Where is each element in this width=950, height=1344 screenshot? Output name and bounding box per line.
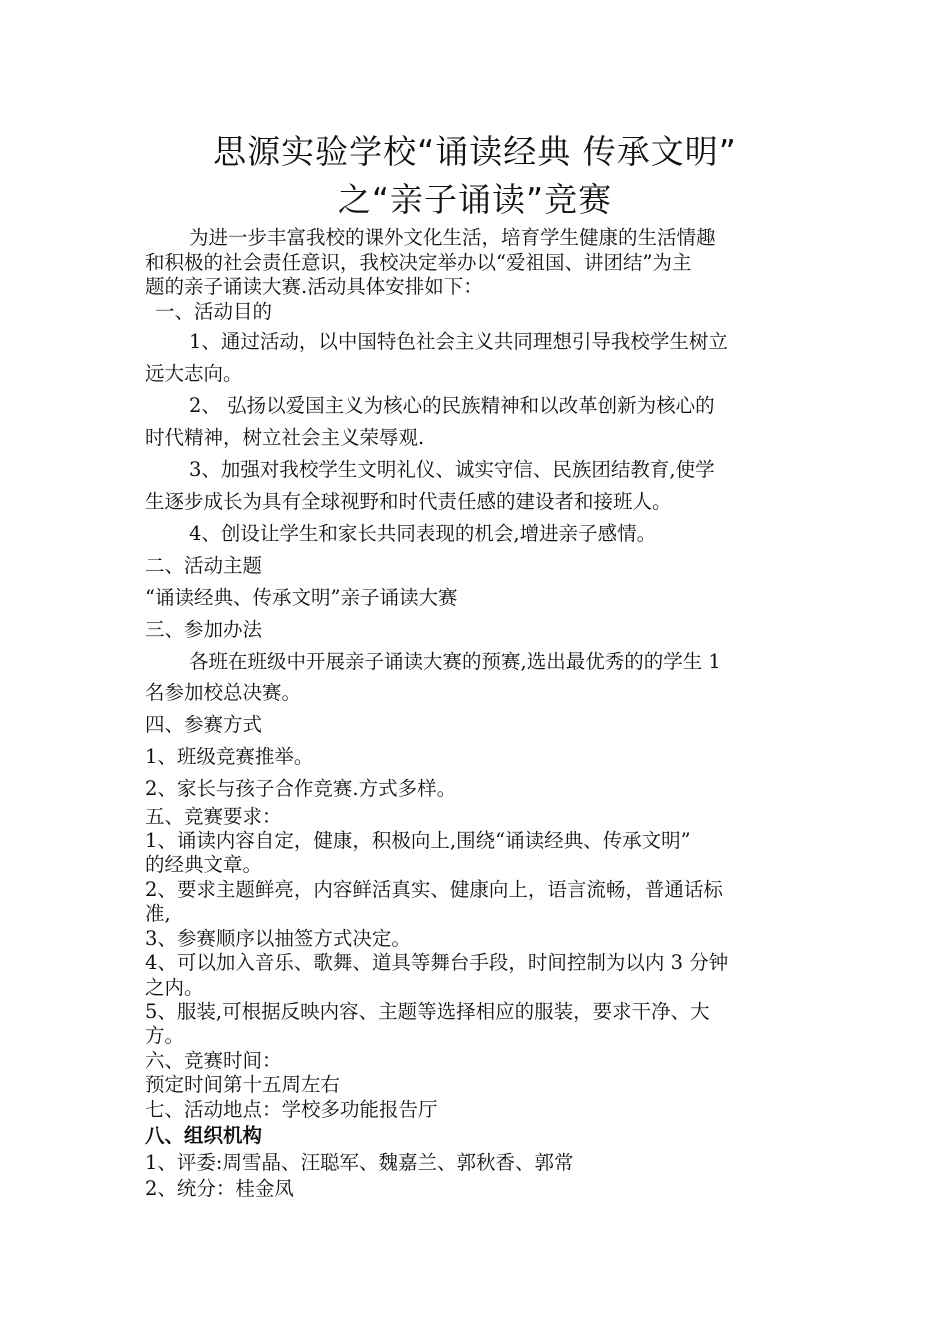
requirement-line: 准, <box>145 902 171 925</box>
requirement-line: 之内。 <box>145 976 204 999</box>
section-heading-organization: 八、组织机构 <box>145 1124 263 1147</box>
section-heading-participation: 三、参加办法 <box>145 618 263 641</box>
requirement-line: 2、要求主题鲜亮，内容鲜活真实、健康向上，语言流畅，普通话标 <box>145 878 723 901</box>
format-item: 1、班级竞赛推举。 <box>145 745 314 768</box>
purpose-item-line: 远大志向。 <box>145 362 243 385</box>
requirement-line: 的经典文章。 <box>145 853 263 876</box>
theme-text: “诵读经典、传承文明”亲子诵读大赛 <box>145 586 458 609</box>
organization-item: 2、统分：桂金凤 <box>145 1177 294 1200</box>
section-heading-theme: 二、活动主题 <box>145 554 263 577</box>
requirement-line: 方。 <box>145 1024 185 1047</box>
section-heading-requirements: 五、竞赛要求： <box>145 805 282 828</box>
purpose-item-line: 1、通过活动，以中国特色社会主义共同理想引导我校学生树立 <box>189 330 728 353</box>
requirement-line: 5、服装,可根据反映内容、主题等选择相应的服装，要求干净、大 <box>145 1000 710 1023</box>
purpose-item-line: 时代精神，树立社会主义荣辱观. <box>145 426 425 449</box>
participation-text-line: 各班在班级中开展亲子诵读大赛的预赛,选出最优秀的的学生 1 <box>189 650 721 673</box>
participation-text-line: 名参加校总决赛。 <box>145 681 302 704</box>
document-title-line-2: 之“亲子诵读”竞赛 <box>337 180 613 219</box>
intro-paragraph-line: 为进一步丰富我校的课外文化生活，培育学生健康的生活情趣 <box>189 226 716 249</box>
format-item: 2、家长与孩子合作竞赛.方式多样。 <box>145 777 457 800</box>
purpose-item-line: 2、 弘扬以爱国主义为核心的民族精神和以改革创新为核心的 <box>189 394 715 417</box>
organization-item: 1、评委:周雪晶、汪聪军、魏嘉兰、郭秋香、郭常 <box>145 1151 574 1174</box>
purpose-item-line: 3、加强对我校学生文明礼仪、诚实守信、民族团结教育,使学 <box>189 458 715 481</box>
section-heading-format: 四、参赛方式 <box>145 713 263 736</box>
intro-paragraph-line: 和积极的社会责任意识，我校决定举办以“爱祖国、讲团结”为主 <box>145 251 692 274</box>
time-text: 预定时间第十五周左右 <box>145 1073 341 1096</box>
intro-paragraph-line: 题的亲子诵读大赛.活动具体安排如下： <box>145 275 483 298</box>
section-heading-time: 六、竞赛时间： <box>145 1049 282 1072</box>
purpose-item-line: 生逐步成长为具有全球视野和时代责任感的建设者和接班人。 <box>145 490 672 513</box>
requirement-line: 4、可以加入音乐、歌舞、道具等舞台手段，时间控制为以内 3 分钟 <box>145 951 729 974</box>
section-heading-purpose: 一、活动目的 <box>155 300 273 323</box>
requirement-line: 1、诵读内容自定，健康，积极向上,围绕“诵读经典、传承文明” <box>145 829 691 852</box>
purpose-item-line: 4、创设让学生和家长共同表现的机会,增进亲子感情。 <box>189 522 657 545</box>
document-title-line-1: 思源实验学校“诵读经典 传承文明” <box>213 132 737 171</box>
section-heading-location: 七、活动地点：学校多功能报告厅 <box>145 1098 438 1121</box>
requirement-line: 3、参赛顺序以抽签方式决定。 <box>145 927 411 950</box>
